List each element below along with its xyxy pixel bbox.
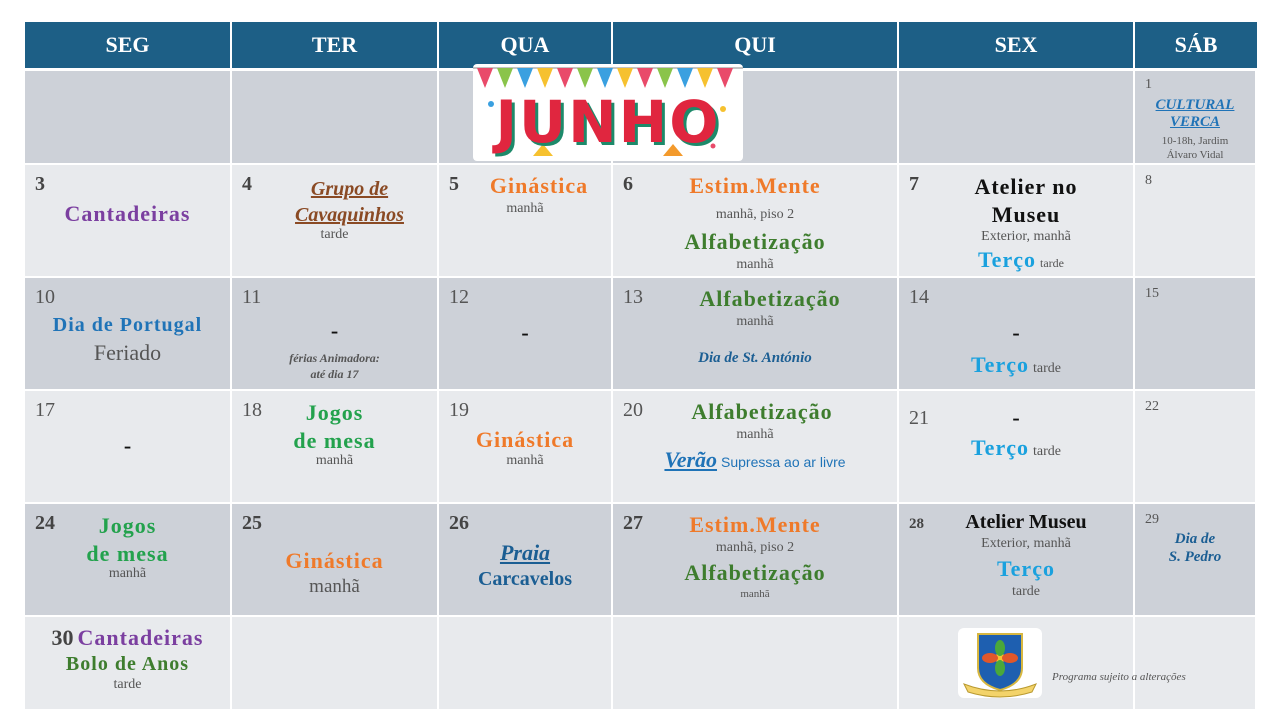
day-number: 15	[1145, 286, 1159, 301]
event-title: Terço	[997, 556, 1055, 581]
event-line	[613, 447, 897, 472]
event-title-line: Cavaquinhos	[295, 204, 404, 226]
event-title-line: Museu	[991, 201, 1061, 227]
day-number: 22	[1145, 399, 1159, 414]
event-title: -	[330, 318, 339, 343]
event-note-line: S. Pedro	[1168, 549, 1222, 565]
week-row-6	[25, 617, 1257, 711]
event-detail: tarde	[1039, 256, 1064, 270]
event-line	[899, 352, 1133, 377]
event-title-line: VERCA	[1169, 113, 1221, 130]
event-title: Praia	[499, 540, 551, 565]
day-cell-30	[25, 617, 232, 711]
event-detail: Exterior, manhã	[981, 229, 1071, 244]
event-detail: tarde	[1012, 584, 1040, 599]
event-detail: tarde	[1032, 444, 1061, 459]
day-cell-21	[899, 391, 1135, 504]
event-note	[1135, 530, 1255, 566]
week-row-4	[25, 391, 1257, 504]
event-detail: tarde	[320, 227, 349, 242]
event-title: Alfabetização	[684, 560, 826, 585]
event-detail: manhã, piso 2	[715, 540, 795, 555]
event-title-line: de mesa	[293, 427, 376, 453]
day-number: 3	[35, 173, 45, 195]
event-detail	[232, 350, 437, 382]
empty-cell	[613, 617, 899, 711]
day-cell-15	[1135, 278, 1257, 391]
event-title: -	[123, 433, 132, 458]
day-number: 10	[35, 286, 55, 308]
event-detail: manhã, piso 2	[715, 207, 795, 222]
event-title: Terço	[971, 352, 1029, 377]
day-cell-8	[1135, 165, 1257, 278]
day-number: 8	[1145, 173, 1152, 188]
day-number: 6	[623, 173, 633, 195]
event-detail	[1135, 135, 1255, 163]
day-number: 21	[909, 407, 929, 429]
event-detail: tarde	[1032, 361, 1061, 376]
day-cell-17	[25, 391, 232, 504]
day-number: 29	[1145, 512, 1159, 527]
day-cell-26	[439, 504, 613, 617]
day-cell-3	[25, 165, 232, 278]
event-detail-line: férias Animadora:	[289, 351, 380, 365]
day-number: 12	[449, 286, 469, 308]
event-title	[232, 399, 437, 454]
event-note: Dia de St. António	[698, 350, 812, 366]
event-title-line: CULTURAL	[1155, 97, 1235, 113]
event-title: Dia de Portugal	[52, 314, 203, 336]
event-detail: manhã	[736, 257, 774, 272]
day-number: 19	[449, 399, 469, 421]
day-cell-28	[899, 504, 1135, 617]
day-cell-25	[232, 504, 439, 617]
event-title: Terço	[971, 435, 1029, 460]
crest-logo-icon	[958, 628, 1042, 698]
event-title	[899, 173, 1133, 228]
event-detail: manhã	[108, 566, 147, 581]
event-detail: manhã	[506, 201, 544, 216]
event-title: Ginástica	[489, 173, 589, 198]
weekday-ter: TER	[232, 22, 439, 71]
day-cell-10	[25, 278, 232, 391]
empty-cell	[25, 71, 232, 165]
day-cell-19	[439, 391, 613, 504]
event-detail: Carcavelos	[477, 568, 573, 590]
day-number: 1	[1145, 77, 1152, 92]
event-title: Alfabetização	[684, 229, 826, 254]
event-line	[25, 625, 230, 650]
event-title: Verão	[664, 447, 718, 472]
event-title: Cantadeiras	[77, 625, 204, 650]
empty-cell	[899, 71, 1135, 165]
day-number: 14	[909, 286, 929, 308]
weekday-sex: SEX	[899, 22, 1135, 71]
day-cell-14	[899, 278, 1135, 391]
event-title: Terço	[978, 247, 1036, 272]
event-detail: Feriado	[93, 340, 162, 365]
day-number: 11	[242, 286, 262, 308]
day-number: 24	[35, 512, 55, 534]
event-title: Alfabetização	[699, 286, 841, 311]
day-number: 27	[623, 512, 643, 534]
day-cell-12	[439, 278, 613, 391]
day-cell-13	[613, 278, 899, 391]
day-cell-6	[613, 165, 899, 278]
event-title: -	[1012, 405, 1020, 430]
weekday-seg: SEG	[25, 22, 232, 71]
empty-cell	[232, 71, 439, 165]
empty-cell	[439, 617, 613, 711]
event-line	[899, 435, 1133, 460]
event-detail-line: 10-18h, Jardim	[1161, 135, 1229, 147]
day-number: 4	[242, 173, 252, 195]
event-title: Estim.Mente	[689, 173, 821, 198]
event-title: Ginástica	[475, 427, 575, 452]
day-number: 5	[449, 173, 459, 195]
event-title-line: Atelier no	[974, 174, 1078, 199]
weekday-qua: QUA	[439, 22, 613, 71]
event-title	[1135, 97, 1255, 130]
event-title: Bolo de Anos	[65, 653, 190, 675]
day-cell-7	[899, 165, 1135, 278]
day-cell-22	[1135, 391, 1257, 504]
event-title	[25, 512, 230, 567]
day-cell-20	[613, 391, 899, 504]
day-number: 17	[35, 399, 55, 421]
event-detail: manhã	[309, 576, 360, 597]
footer-note: Programa sujeito a alterações	[1052, 671, 1186, 683]
day-number: 26	[449, 512, 469, 534]
day-number: 20	[623, 399, 643, 421]
day-number: 13	[623, 286, 643, 308]
event-title: Ginástica	[285, 548, 384, 573]
event-detail: manhã	[740, 588, 770, 600]
event-title-line: Grupo de	[310, 178, 389, 200]
event-note-line: Dia de	[1174, 531, 1216, 547]
event-title: -	[521, 320, 529, 345]
event-title	[232, 176, 437, 228]
empty-cell	[1135, 617, 1257, 711]
day-cell-29	[1135, 504, 1257, 617]
event-title: Estim.Mente	[689, 512, 821, 537]
day-number: 7	[909, 173, 919, 195]
day-number: 30	[51, 625, 74, 650]
event-title: -	[1012, 320, 1020, 345]
event-detail: manhã	[736, 427, 774, 442]
day-cell-11	[232, 278, 439, 391]
event-title: Cantadeiras	[64, 201, 191, 226]
weekday-qui: QUI	[613, 22, 899, 71]
event-detail: tarde	[113, 677, 142, 692]
event-detail: manhã	[506, 453, 544, 468]
event-detail: Supressa ao ar livre	[721, 454, 846, 470]
day-number: 28	[909, 516, 924, 532]
event-title-line: Jogos	[305, 400, 364, 425]
event-title: Atelier Museu	[965, 511, 1087, 533]
day-cell-27	[613, 504, 899, 617]
day-number: 18	[242, 399, 262, 421]
logo	[958, 628, 1042, 698]
event-title-line: de mesa	[86, 540, 169, 566]
junho-banner	[473, 64, 743, 161]
event-title: Alfabetização	[691, 399, 833, 424]
event-title-line: Jogos	[98, 513, 157, 538]
day-cell-24	[25, 504, 232, 617]
event-detail-line: até dia 17	[310, 367, 359, 382]
day-cell-5	[439, 165, 613, 278]
empty-cell	[232, 617, 439, 711]
week-row-5	[25, 504, 1257, 617]
event-line	[899, 247, 1133, 272]
event-detail-line: Álvaro Vidal	[1166, 148, 1224, 161]
week-row-3	[25, 278, 1257, 391]
event-detail: Exterior, manhã	[981, 536, 1071, 551]
weekday-sab: SÁB	[1135, 22, 1257, 71]
week-row-2	[25, 165, 1257, 278]
day-cell-4	[232, 165, 439, 278]
day-number: 25	[242, 512, 262, 534]
event-detail: manhã	[315, 453, 354, 468]
day-cell-18	[232, 391, 439, 504]
banner-title: JUNHO	[495, 88, 721, 156]
event-detail: manhã	[736, 314, 774, 329]
day-cell-1	[1135, 71, 1257, 165]
